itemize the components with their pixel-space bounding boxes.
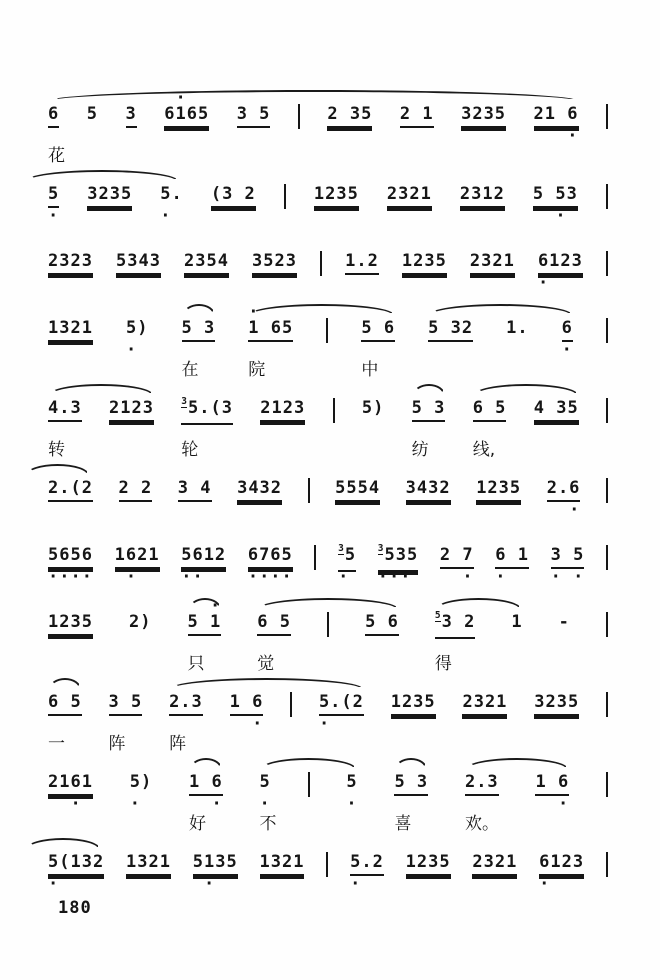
note-digits: 2 1 xyxy=(400,104,434,128)
octave-dots-below: ···· xyxy=(48,567,93,587)
notation-cell xyxy=(391,692,436,716)
octave-dots-below: · xyxy=(533,126,579,146)
measure-row xyxy=(48,302,608,380)
note-digits: 1 xyxy=(511,612,523,632)
note-digits: 6 xyxy=(48,104,59,128)
note-digits: 5612 xyxy=(181,545,226,569)
notation-line xyxy=(48,396,608,460)
notation-cell xyxy=(189,772,223,834)
octave-dots-below: · xyxy=(532,206,578,226)
octave-dots-below: · xyxy=(126,340,149,360)
notation-line xyxy=(48,251,608,291)
note-digits: 1235 xyxy=(314,184,359,208)
notation-cell xyxy=(350,852,384,894)
lyric: 线, xyxy=(472,440,496,460)
barline xyxy=(298,104,300,129)
note-digits: 5) xyxy=(129,772,153,792)
note-digits: $^3$5 xyxy=(338,545,356,572)
note-digits: 2.3 xyxy=(169,692,203,716)
octave-dots-above: · xyxy=(164,88,210,108)
notation-line xyxy=(48,692,608,754)
note-digits: 6 1 xyxy=(495,545,529,569)
note-digits: 5 32 xyxy=(428,318,473,342)
octave-dots-below: · xyxy=(189,794,223,814)
notation-cell xyxy=(129,772,153,814)
note-digits: 5 xyxy=(86,104,98,124)
notation-line xyxy=(48,302,608,380)
lyric: 好 xyxy=(189,814,207,834)
note-digits: $^3$5.(3 xyxy=(181,398,233,425)
note-digits: 2321 xyxy=(470,251,515,275)
slur-arc xyxy=(395,758,427,769)
note-digits: 3 xyxy=(126,104,137,128)
slur-arc xyxy=(413,384,445,395)
note-digits: 3 5 xyxy=(237,104,271,128)
lyric: 轮 xyxy=(181,440,199,460)
measure-row xyxy=(48,251,608,293)
barline xyxy=(327,612,329,637)
octave-dots-below: ··· xyxy=(377,567,412,587)
octave-dots-below: · xyxy=(48,206,60,226)
notation-cell xyxy=(257,612,292,674)
notation-cell xyxy=(48,104,65,166)
note-digits: 2123 xyxy=(109,398,154,422)
page-number: 180 xyxy=(58,898,92,918)
note-digits: 6765 xyxy=(248,545,293,569)
notation-cell xyxy=(346,772,358,814)
measure-row xyxy=(48,88,608,166)
note-digits: 1621 xyxy=(115,545,160,569)
notation-cell xyxy=(248,302,294,380)
note-digits: 2321 xyxy=(472,852,517,876)
notation-cell xyxy=(464,772,499,834)
note-digits: 5.2 xyxy=(350,852,384,876)
octave-dots-below: · · xyxy=(550,567,585,587)
notation-cell xyxy=(406,852,451,876)
notation-cell xyxy=(181,396,233,460)
octave-dots-below: ···· xyxy=(247,567,293,587)
note-digits: 5554 xyxy=(335,478,380,502)
measure-row xyxy=(48,478,608,520)
notation-line xyxy=(48,545,608,585)
notation-cell xyxy=(406,478,451,502)
notation-cell xyxy=(48,612,93,636)
grace-note: 3 xyxy=(338,543,344,554)
measure-row xyxy=(48,852,608,894)
slur-arc xyxy=(26,838,100,849)
notation-cell xyxy=(365,612,399,636)
note-digits: 5 6 xyxy=(361,318,395,342)
note-digits: 5. xyxy=(160,184,183,204)
note-digits: 3 4 xyxy=(178,478,212,502)
note-digits: $^5$3 2 xyxy=(435,612,475,639)
notation-cell xyxy=(314,184,359,208)
notation-cell xyxy=(402,251,447,275)
note-digits: 1 6 xyxy=(535,772,569,796)
notation-cell xyxy=(259,772,277,834)
notation-line xyxy=(48,852,608,892)
notation-cell xyxy=(550,545,585,587)
note-digits: 4.3 xyxy=(48,398,82,422)
barline xyxy=(606,692,608,717)
note-digits: 5 3 xyxy=(182,318,216,342)
notation-cell xyxy=(181,318,216,380)
lyric: 不 xyxy=(259,814,277,834)
notation-cell xyxy=(327,104,372,128)
note-digits: 3432 xyxy=(406,478,451,502)
barline xyxy=(333,398,335,423)
lyric: 院 xyxy=(248,360,266,380)
notation-cell xyxy=(495,545,529,587)
slur-arc xyxy=(26,464,89,475)
note-digits: 6 5 xyxy=(473,398,507,422)
notation-cell xyxy=(532,184,578,226)
note-digits: 3235 xyxy=(534,692,579,716)
slur-arc xyxy=(466,758,568,769)
note-digits: 5 6 xyxy=(365,612,399,636)
lyric: 只 xyxy=(187,654,205,674)
barline xyxy=(606,545,608,570)
note-digits: 1 6 xyxy=(230,692,264,716)
note-digits: 5135 xyxy=(193,852,238,876)
barline xyxy=(326,852,328,877)
notation-cell xyxy=(48,545,93,587)
notation-cell xyxy=(160,184,183,226)
note-digits: 3 5 xyxy=(551,545,585,569)
octave-dots-below: · xyxy=(259,794,271,814)
notation-cell xyxy=(229,692,264,734)
octave-dots-below: · xyxy=(535,794,570,814)
octave-dots-below: · xyxy=(114,567,160,587)
note-digits: 5 xyxy=(48,184,59,208)
octave-dots-below: · xyxy=(192,874,238,894)
notation-cell xyxy=(539,852,585,894)
measure-row xyxy=(48,772,608,834)
note-digits: 5) xyxy=(361,398,385,418)
notation-cell xyxy=(460,184,505,208)
note-digits: $^3$535 xyxy=(378,545,418,572)
note-digits: 6165 xyxy=(164,104,209,128)
lyric: 中 xyxy=(361,360,379,380)
note-digits: 6 5 xyxy=(257,612,291,636)
notation-cell xyxy=(109,398,154,422)
notation-line xyxy=(48,184,608,224)
notation-cell xyxy=(237,478,282,502)
note-digits: 1.2 xyxy=(345,251,379,275)
barline xyxy=(606,398,608,423)
octave-dots-below: ·· xyxy=(181,567,227,587)
note-digits: 21 6 xyxy=(534,104,579,128)
note-digits: 3432 xyxy=(237,478,282,502)
note-digits: 4 35 xyxy=(534,398,579,422)
octave-dots-above: · xyxy=(248,302,294,322)
notation-cell xyxy=(260,852,305,876)
notation-cell xyxy=(48,852,105,894)
note-digits: (3 2 xyxy=(211,184,256,208)
notation-cell xyxy=(338,543,357,587)
slur-arc xyxy=(183,304,215,315)
notation-cell xyxy=(48,398,82,460)
notation-cell xyxy=(129,612,151,636)
note-digits: 5343 xyxy=(116,251,161,275)
notation-cell xyxy=(181,545,227,587)
barline xyxy=(320,251,322,276)
note-digits: 5 1 xyxy=(188,612,222,636)
notation-cell xyxy=(476,478,521,502)
notation-line xyxy=(48,478,608,518)
octave-dots-below: · xyxy=(539,874,585,894)
notation-cell xyxy=(116,251,161,275)
note-digits: 2) xyxy=(129,612,152,632)
octave-dots-below: · xyxy=(160,206,183,226)
barline xyxy=(606,251,608,276)
slur-arc xyxy=(429,304,572,315)
notation-cell xyxy=(387,184,432,208)
slur-arc xyxy=(49,88,578,108)
note-digits: 3235 xyxy=(87,184,132,208)
notation-cell xyxy=(434,610,476,674)
notation-cell xyxy=(48,251,93,275)
note-digits: 2 7 xyxy=(440,545,474,569)
note-digits: 5(132 xyxy=(48,852,104,876)
notation-cell xyxy=(377,543,419,587)
notation-cell xyxy=(252,251,297,275)
octave-dots-below: · xyxy=(439,567,474,587)
note-digits: 1235 xyxy=(48,612,93,636)
note-digits: 2161 xyxy=(48,772,93,796)
notation-cell xyxy=(87,104,98,128)
notation-cell xyxy=(247,545,293,587)
octave-dots-below: · xyxy=(338,567,350,587)
notation-cell xyxy=(535,772,570,814)
note-digits: 5656 xyxy=(48,545,93,569)
notation-cell xyxy=(345,251,379,275)
notation-cell xyxy=(187,596,222,674)
slur-arc xyxy=(49,678,81,689)
barline xyxy=(606,184,608,209)
note-digits: 1321 xyxy=(260,852,305,876)
barline xyxy=(606,612,608,637)
notation-cell xyxy=(546,478,581,520)
note-digits: 1 6 xyxy=(189,772,223,796)
note-digits: 3235 xyxy=(461,104,506,128)
notation-cell xyxy=(108,692,143,754)
octave-dots-below: · xyxy=(350,874,384,894)
note-digits: 1321 xyxy=(126,852,171,876)
octave-dots-below: · xyxy=(495,567,529,587)
lyric: 觉 xyxy=(257,654,275,674)
note-digits: 6 5 xyxy=(48,692,82,716)
note-digits: 2123 xyxy=(260,398,305,422)
lyric: 花 xyxy=(48,146,65,166)
barline xyxy=(290,692,292,717)
slur-arc xyxy=(261,758,356,769)
notation-cell xyxy=(192,852,238,894)
barline xyxy=(606,772,608,797)
barline xyxy=(284,184,286,209)
notation-cell xyxy=(533,104,579,146)
grace-note: 5 xyxy=(434,610,441,621)
slur-arc xyxy=(258,598,398,609)
slur-arc xyxy=(170,678,363,689)
note-digits: 1235 xyxy=(476,478,521,502)
lyric: 一 xyxy=(48,734,65,754)
note-digits: 5 3 xyxy=(394,772,428,796)
notation-cell xyxy=(184,251,229,275)
notation-cell xyxy=(537,251,583,293)
lyric: 纺 xyxy=(411,440,429,460)
notation-cell xyxy=(237,104,271,128)
grace-note: 3 xyxy=(377,543,384,554)
measure-row xyxy=(48,396,608,460)
notation-cell xyxy=(362,398,384,422)
lyric: 在 xyxy=(181,360,199,380)
note-digits: 3 5 xyxy=(109,692,143,716)
slur-arc xyxy=(26,170,178,181)
note-digits: 1235 xyxy=(391,692,436,716)
notation-cell xyxy=(114,545,160,587)
notation-cell xyxy=(164,88,210,128)
note-digits: 6123 xyxy=(539,852,584,876)
notation-cell xyxy=(439,545,474,587)
notation-cell xyxy=(462,692,507,716)
notation-cell xyxy=(428,318,473,342)
slur-arc xyxy=(190,758,222,769)
notation-cell xyxy=(126,852,171,876)
note-digits: 2.(2 xyxy=(48,478,93,502)
notation-cell xyxy=(211,184,256,208)
note-digits: 5 xyxy=(259,772,271,792)
note-digits: 2321 xyxy=(387,184,432,208)
barline xyxy=(308,772,310,797)
slur-arc xyxy=(436,598,521,609)
lyric: 欢。 xyxy=(464,814,499,834)
notation-cell xyxy=(48,692,82,754)
note-digits: 1 65 xyxy=(248,318,293,342)
slur-arc xyxy=(474,384,578,395)
notation-cell xyxy=(534,398,579,422)
note-digits: 2 35 xyxy=(327,104,372,128)
notation-cell xyxy=(561,318,573,360)
notation-cell xyxy=(472,398,507,460)
note-digits: 5 53 xyxy=(533,184,578,208)
octave-dots-below: · xyxy=(48,794,93,814)
grace-note: 3 xyxy=(181,396,188,407)
note-digits: 5) xyxy=(126,318,149,338)
notation-cell xyxy=(511,612,522,636)
notation-cell xyxy=(126,104,137,128)
notation-cell xyxy=(534,692,579,716)
barline xyxy=(606,478,608,503)
lyric: 阵 xyxy=(108,734,126,754)
measure-row xyxy=(48,543,608,587)
note-digits: 2321 xyxy=(462,692,507,716)
notation-cell xyxy=(461,104,506,128)
barline xyxy=(606,852,608,877)
octave-dots-below: · xyxy=(546,500,581,520)
measure-row xyxy=(48,692,608,754)
notation-cell xyxy=(411,398,446,460)
lyric: 转 xyxy=(48,440,65,460)
note-digits: 5 xyxy=(346,772,358,792)
note-digits: 2.6 xyxy=(547,478,581,502)
notation-cell xyxy=(318,692,364,734)
note-digits: 1321 xyxy=(48,318,93,342)
score-area xyxy=(48,88,608,919)
note-digits: 2 2 xyxy=(119,478,153,502)
note-digits: 1. xyxy=(506,318,529,338)
measure-row xyxy=(48,184,608,226)
octave-dots-below: · xyxy=(229,714,264,734)
octave-dots-below: · xyxy=(129,794,153,814)
note-digits: 5.(2 xyxy=(319,692,364,716)
octave-dots-above: · xyxy=(187,596,222,616)
notation-cell xyxy=(260,398,305,422)
barline xyxy=(308,478,310,503)
notation-cell xyxy=(87,184,132,208)
notation-cell xyxy=(470,251,515,275)
octave-dots-below: · xyxy=(318,714,364,734)
notation-cell xyxy=(169,692,203,754)
notation-line xyxy=(48,88,608,166)
note-digits: 6123 xyxy=(538,251,583,275)
notation-cell xyxy=(119,478,153,502)
octave-dots-below: · xyxy=(537,273,583,293)
notation-cell xyxy=(178,478,212,502)
note-digits: 2323 xyxy=(48,251,93,275)
octave-dots-below: · xyxy=(346,794,358,814)
note-digits: - xyxy=(558,612,570,632)
notation-line xyxy=(48,772,608,834)
notation-cell xyxy=(506,318,528,342)
notation-cell xyxy=(361,318,396,380)
notation-cell xyxy=(400,104,434,128)
notation-cell xyxy=(126,318,149,360)
octave-dots-below: · xyxy=(561,340,573,360)
lyric: 得 xyxy=(434,654,452,674)
notation-cell xyxy=(48,318,93,342)
notation-cell xyxy=(394,772,429,834)
notation-cell xyxy=(48,184,60,226)
note-digits: 2312 xyxy=(460,184,505,208)
notation-cell xyxy=(559,612,570,636)
barline xyxy=(326,318,328,343)
note-digits: 3523 xyxy=(252,251,297,275)
barline xyxy=(314,545,316,570)
measure-row xyxy=(48,596,608,674)
notation-line xyxy=(48,596,608,674)
barline xyxy=(606,318,608,343)
notation-cell xyxy=(48,772,93,814)
notation-cell xyxy=(472,852,517,876)
note-digits: 2.3 xyxy=(465,772,499,796)
note-digits: 5 3 xyxy=(412,398,446,422)
barline xyxy=(606,104,608,129)
lyric: 喜 xyxy=(394,814,412,834)
octave-dots-below: · xyxy=(48,874,105,894)
notation-cell xyxy=(335,478,380,502)
note-digits: 1235 xyxy=(402,251,447,275)
notation-cell xyxy=(48,478,93,502)
note-digits: 6 xyxy=(562,318,573,342)
lyric: 阵 xyxy=(169,734,187,754)
note-digits: 2354 xyxy=(184,251,229,275)
slur-arc xyxy=(49,384,153,395)
note-digits: 1235 xyxy=(406,852,451,876)
